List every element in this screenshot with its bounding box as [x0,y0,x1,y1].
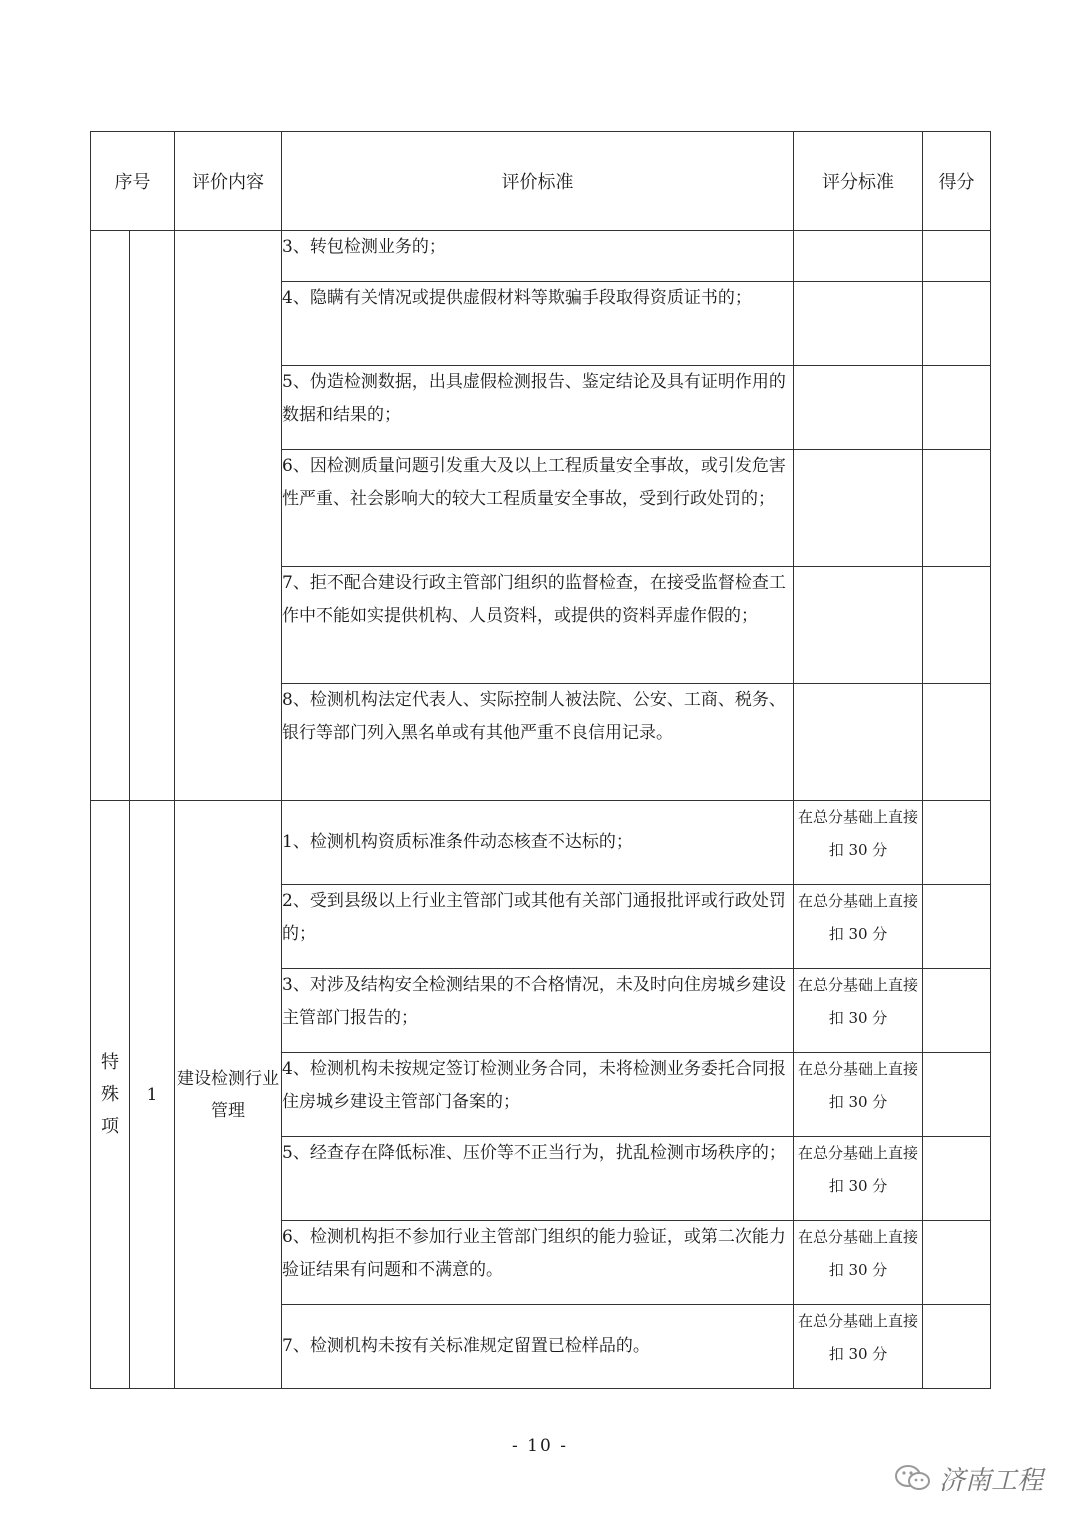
category-cell [91,801,130,1389]
scoring-cell: 在总分基础上直接扣 30 分 [794,1221,923,1305]
page-number: - 10 - [512,1436,568,1456]
category-cell-empty [91,231,130,801]
score-cell [923,1053,991,1137]
score-cell [923,366,991,450]
category-label: 特殊项 [101,1051,119,1137]
standard-cell: 5、伪造检测数据，出具虚假检测报告、鉴定结论及具有证明作用的数据和结果的； [282,366,794,450]
standard-cell: 7、检测机构未按有关标准规定留置已检样品的。 [282,1305,794,1389]
scoring-cell: 在总分基础上直接扣 30 分 [794,1137,923,1221]
standard-cell: 5、经查存在降低标准、压价等不正当行为，扰乱检测市场秩序的； [282,1137,794,1221]
scoring-cell: 在总分基础上直接扣 30 分 [794,801,923,885]
scoring-cell [794,366,923,450]
score-cell [923,801,991,885]
scoring-cell [794,282,923,366]
standard-cell: 4、隐瞒有关情况或提供虚假材料等欺骗手段取得资质证书的； [282,282,794,366]
score-cell [923,684,991,801]
header-standard: 评价标准 [282,132,794,231]
scoring-cell [794,450,923,567]
table-row [91,801,991,885]
score-cell [923,1305,991,1389]
wechat-icon [893,1463,933,1493]
scoring-cell: 在总分基础上直接扣 30 分 [794,1305,923,1389]
header-score: 得分 [923,132,991,231]
header-index: 序号 [91,132,175,231]
index-cell: 1 [130,801,175,1389]
watermark [893,1458,1053,1498]
score-cell [923,1137,991,1221]
standard-cell: 7、拒不配合建设行政主管部门组织的监督检查，在接受监督检查工作中不能如实提供机构、人员资料，或提供的资料弄虚作假的； [282,567,794,684]
scoring-cell [794,684,923,801]
score-cell [923,969,991,1053]
standard-cell: 3、对涉及结构安全检测结果的不合格情况，未及时向住房城乡建设主管部门报告的； [282,969,794,1053]
content-cell: 建设检测行业管理 [175,801,282,1389]
score-cell [923,231,991,282]
score-cell [923,885,991,969]
header-scoring: 评分标准 [794,132,923,231]
standard-cell: 1、检测机构资质标准条件动态核查不达标的； [282,801,794,885]
scoring-cell [794,231,923,282]
standard-cell: 4、检测机构未按规定签订检测业务合同，未将检测业务委托合同报住房城乡建设主管部门备案的； [282,1053,794,1137]
scoring-cell: 在总分基础上直接扣 30 分 [794,885,923,969]
score-cell [923,567,991,684]
header-content: 评价内容 [175,132,282,231]
standard-cell: 8、检测机构法定代表人、实际控制人被法院、公安、工商、税务、银行等部门列入黑名单或有其他严重不良信用记录。 [282,684,794,801]
standard-cell: 6、因检测质量问题引发重大及以上工程质量安全事故，或引发危害性严重、社会影响大的较大工程质量安全事故，受到行政处罚的； [282,450,794,567]
scoring-cell: 在总分基础上直接扣 30 分 [794,969,923,1053]
standard-cell: 6、检测机构拒不参加行业主管部门组织的能力验证，或第二次能力验证结果有问题和不满意的。 [282,1221,794,1305]
evaluation-table [90,131,991,1389]
watermark-text: 济南工程 [939,1465,1044,1496]
standard-cell: 3、转包检测业务的； [282,231,794,282]
scoring-cell [794,567,923,684]
scoring-cell: 在总分基础上直接扣 30 分 [794,1053,923,1137]
table-row [91,231,991,282]
standard-cell: 2、受到县级以上行业主管部门或其他有关部门通报批评或行政处罚的； [282,885,794,969]
header-row [91,132,991,231]
score-cell [923,1221,991,1305]
content-cell-empty [175,231,282,801]
score-cell [923,282,991,366]
index-cell-empty [130,231,175,801]
score-cell [923,450,991,567]
